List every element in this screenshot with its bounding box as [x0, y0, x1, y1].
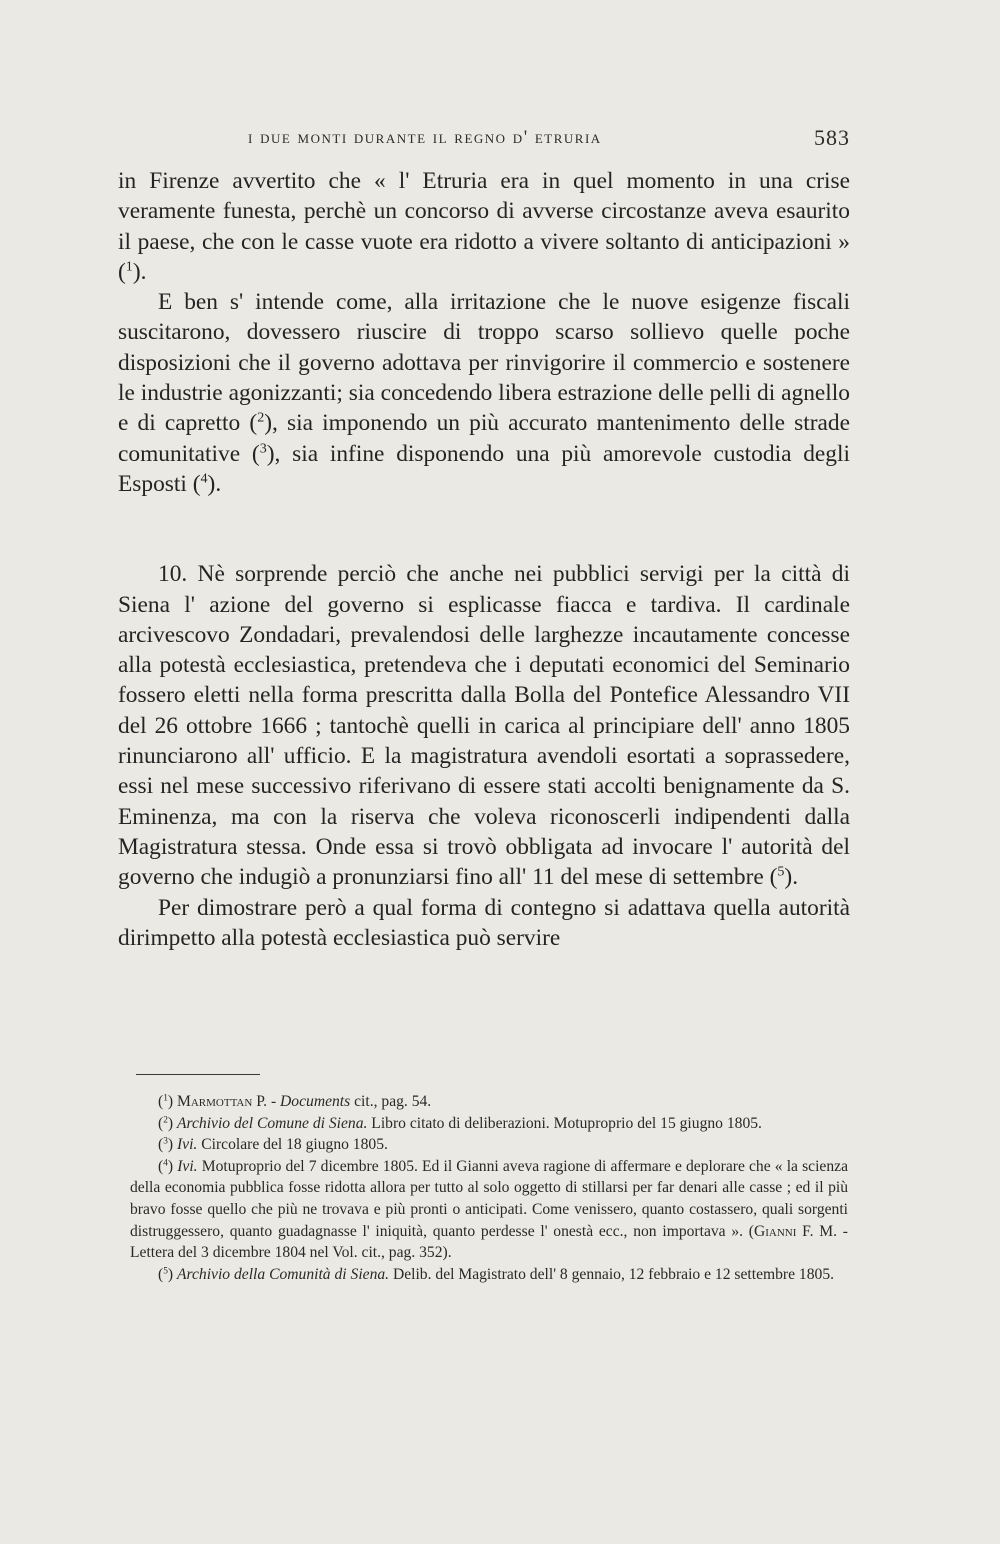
footnotes	[130, 1091, 848, 1285]
footnote-ref: 4	[200, 470, 208, 487]
footnote-ref: 1	[125, 258, 133, 275]
footnote: ($^2$) Archivio del Comune di Siena. Libro citato di deliberazioni. Motuproprio del 15 giugno 1805.	[158, 1114, 762, 1132]
footnote: ($^5$) Archivio della Comunità di Siena. Delib. del Magistrato dell' 8 gennaio, 12 febbraio e 12 settembre 1805.	[158, 1265, 835, 1283]
footnote: ($^3$) Ivi. Circolare del 18 giugno 1805.	[158, 1136, 388, 1154]
main-text	[118, 166, 850, 953]
running-header	[118, 125, 850, 155]
paragraph: Per dimostrare però a qual forma di contegno si adattava quella autorità dirimpetto alla potestà ecclesiastica può servire	[118, 894, 850, 951]
footnote: ($^1$) Marmottan P. - Documents cit., pag. 54.	[158, 1093, 432, 1110]
paragraph: 10. Nè sorprende perciò che anche nei pubblici servigi per la città di Siena l' azione del governo si esplicasse fiacca e tardiva. Il cardinale arcivescovo Zondadari, prevalendosi delle larghezze incautamente concesse alla potestà ecclesiastica, pretendeva che i deputati economici del Seminario fossero eletti nella forma prescritta dalla Bolla del Pontefice Alessandro VII del 26 ottobre 1666 ; tantochè quelli in carica al principiare dell' anno 1805 rinunciarono all' ufficio. E la magistratura avendoli esortati a soprassedere, essi nel mese successivo riferivano di essere stati accolti benignamente da S. Eminenza, ma con la riserva che voleva riconoscerli indipendenti dalla Magistratura stessa. Onde essa si trovò obbligata ad invocare l' autorità del governo che indugiò a pronunziarsi fino all' 11 del mese di settembre ($^5$).	[118, 561, 850, 891]
footnote-ref: 5	[777, 863, 785, 880]
footnote-separator	[136, 1074, 260, 1075]
running-title: i due monti durante il regno d' etruria	[248, 127, 602, 148]
page-number: 583	[814, 125, 850, 150]
footnote-ref: 2	[257, 409, 265, 426]
paragraph: in Firenze avvertito che « l' Etruria era in quel momento in una crise veramente funesta, perchè un concorso di avverse circostanze aveva esaurito il paese, che con le casse vuote era ridotto a vivere soltanto di anticipazioni » ($^1$).	[118, 168, 850, 285]
footnote: ($^4$) Ivi. Motuproprio del 7 dicembre 1805. Ed il Gianni aveva ragione di affermare e deplorare che « la scienza della economia pubblica fosse ridotta allora per tutto al solo oggetto di stillarsi per far denari alle casse ; ed il più bravo fosse quello che più ne trovava e più pronti o anticipati. Come venissero, quanto costassero, quali sorgenti distruggessero, quanto guadagnasse l' iniquità, quanto perdesse l' onestà ecc., non importava ». (Gianni F. M. - Lettera del 3 dicembre 1804 nel Vol. cit., pag. 352).	[130, 1157, 848, 1262]
footnote-ref: 3	[259, 440, 267, 457]
paragraph: E ben s' intende come, alla irritazione che le nuove esigenze fiscali suscitarono, dovessero riuscire di troppo scarso sollievo quelle poche disposizioni che il governo adottava per rinvigorire il commercio e sostenere le industrie agonizzanti; sia concedendo libera estrazione delle pelli di agnello e di capretto ($^2$), sia imponendo un più accurato mantenimento delle strade comunitative ($^3$), sia infine disponendo una più amorevole custodia degli Esposti ($^4$).	[118, 289, 850, 497]
